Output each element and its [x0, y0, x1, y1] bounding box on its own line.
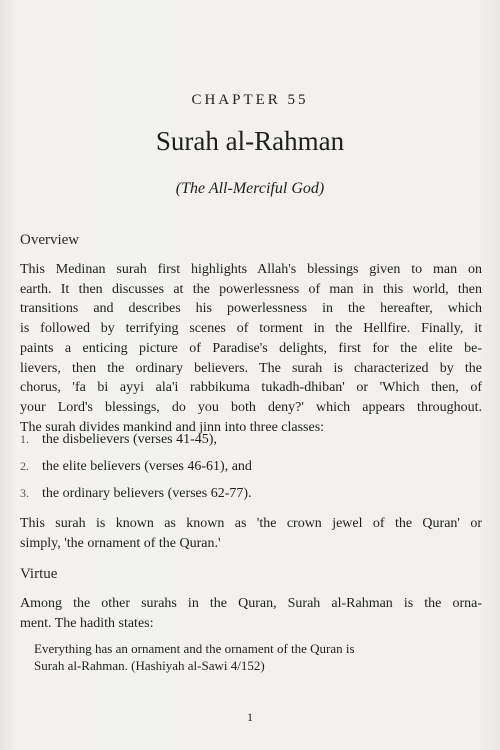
closing-line: simply, 'the ornament of the Quran.' [20, 535, 221, 551]
list-number: 1. [20, 432, 29, 446]
virtue-heading: Virtue [20, 566, 58, 582]
overview-line: This Medinan surah first highlights Allah's blessings given to man on [20, 262, 482, 277]
overview-line: lievers, then the ordinary believers. The surah is characterized by the [20, 360, 482, 376]
list-text: the elite believers (verses 46-61), and [42, 459, 252, 474]
list-item [20, 459, 252, 475]
list-item [20, 432, 217, 448]
list-text: the disbelievers (verses 41-45), [42, 432, 217, 447]
list-item [20, 486, 252, 502]
overview-line: paints a enticing picture of Paradise's delights, first for the elite be- [20, 340, 482, 356]
overview-line: your Lord's blessings, do you both deny?' which appears throughout. [20, 399, 482, 415]
virtue-line: Among the other surahs in the Quran, Surah al-Rahman is the orna- [20, 596, 482, 611]
overview-heading: Overview [20, 232, 80, 248]
overview-line: earth. It then discusses at the powerlessness of man in this world, then [20, 281, 482, 297]
overview-line: transitions and describes his powerlessness in the hereafter, which [20, 301, 482, 317]
overview-line: is followed by terrifying scenes of torment in the Hellfire. Finally, it [20, 321, 482, 337]
chapter-subtitle [0, 180, 500, 198]
closing-line: This surah is known as known as 'the crown jewel of the Quran' or [20, 516, 482, 531]
quote-line: Everything has an ornament and the ornament of the Quran is [34, 641, 355, 656]
page-number: 1 [247, 710, 253, 724]
chapter-title: Surah al-Rahman [155, 126, 345, 156]
quote-line: Surah al-Rahman. (Hashiyah al-Sawi 4/152) [34, 658, 265, 673]
overview-line: chorus, 'fa bi ayyi ala'i rabbikuma tukadh-dhiban' or 'Which then, of [20, 380, 482, 396]
overview-paragraph [20, 260, 482, 437]
virtue-paragraph [20, 594, 482, 633]
list-text: the ordinary believers (verses 62-77). [42, 486, 252, 501]
overview-closing-paragraph [20, 514, 482, 553]
virtue-line: ment. The hadith states: [20, 615, 154, 631]
chapter-subtitle-text: (The All-Merciful God) [175, 180, 325, 197]
hadith-quote [34, 640, 464, 674]
list-number: 3. [20, 486, 29, 500]
list-number: 2. [20, 459, 29, 473]
overview-line: The surah divides mankind and jinn into three classes: [20, 419, 325, 435]
chapter-label: CHAPTER 55 [191, 92, 309, 108]
